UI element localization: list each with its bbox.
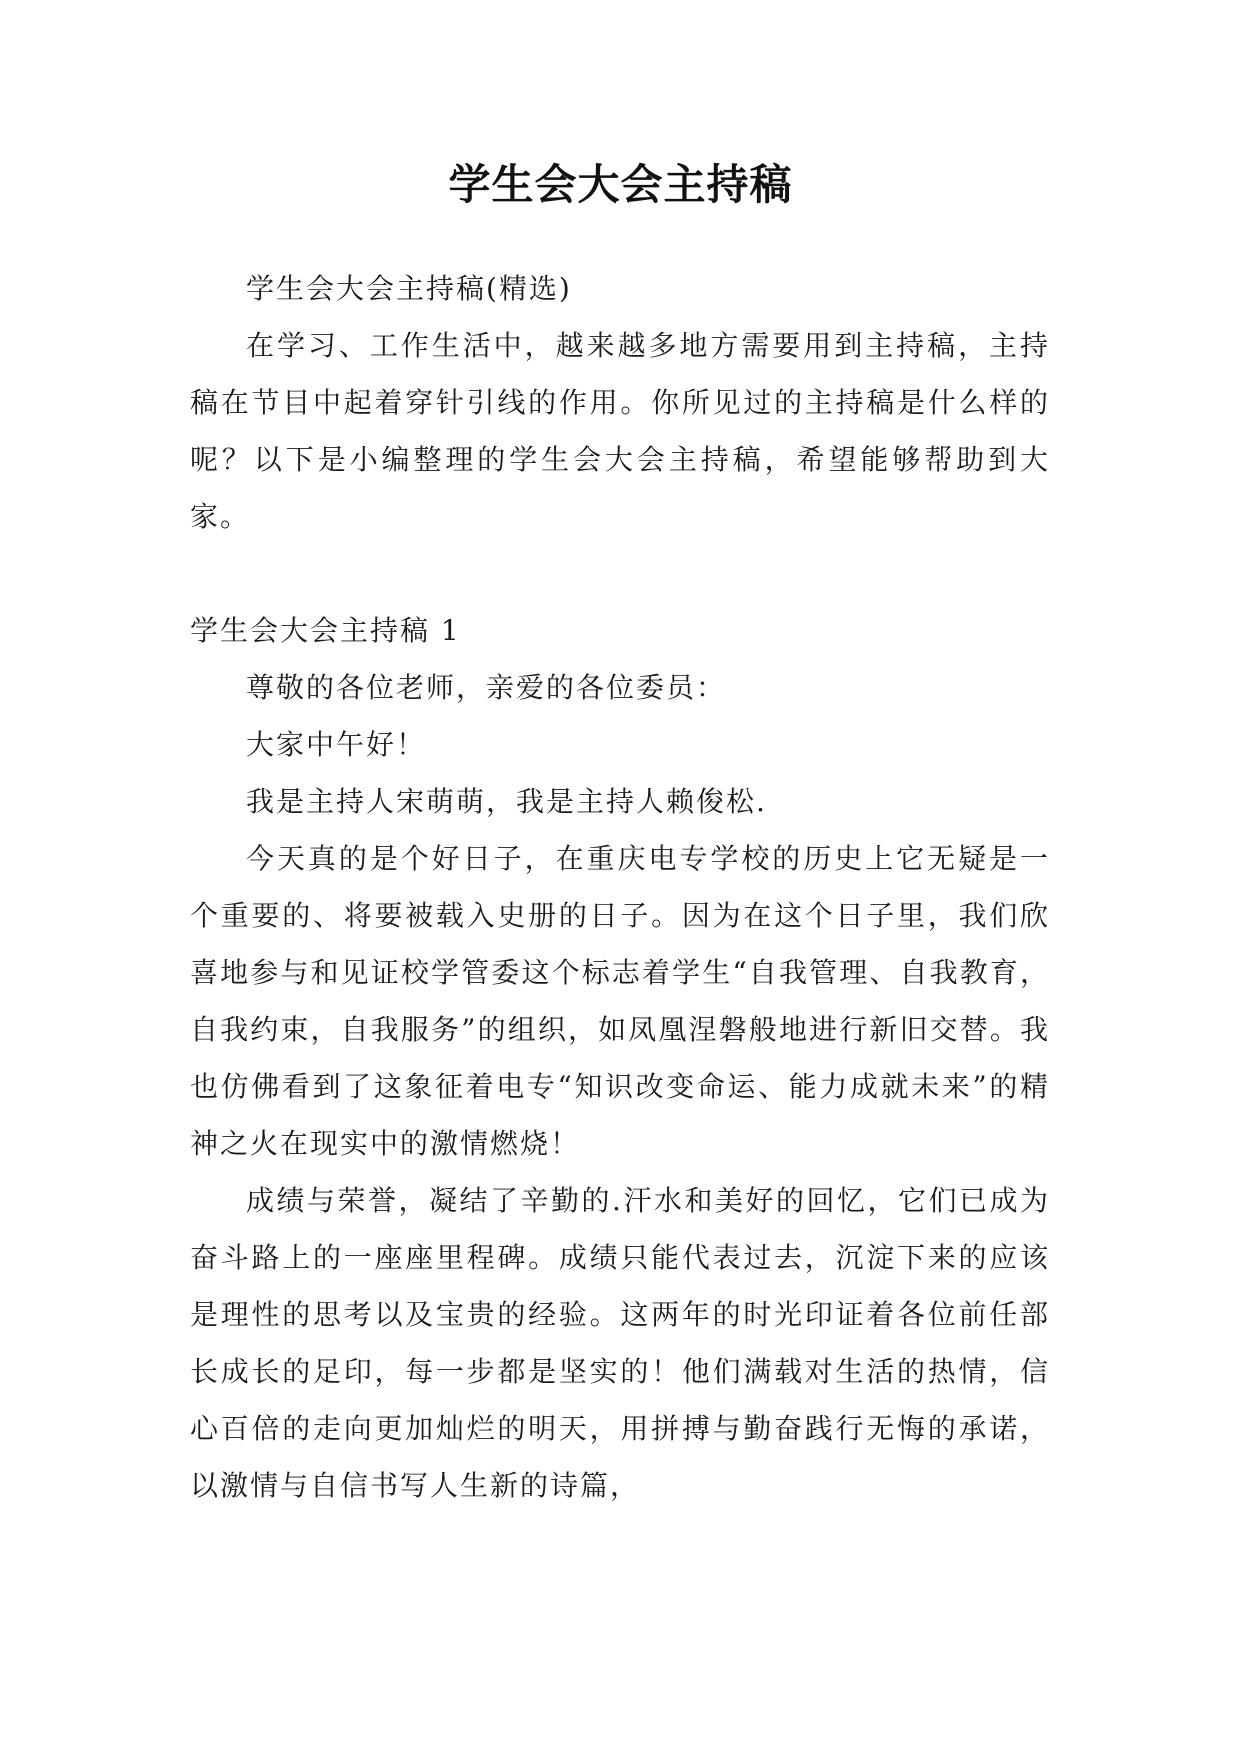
intro-subtitle: 学生会大会主持稿(精选) [246, 272, 572, 305]
section-heading: 学生会大会主持稿 1 [190, 614, 461, 647]
body-paragraph: 今天真的是个好日子，在重庆电专学校的历史上它无疑是一个重要的、将要被载入史册的日子。因为在这个日子里，我们欣喜地参与和见证校学管委这个标志着学生“自我管理、自我教育，自我约束，自我服务”的组织，如凤凰涅磐般地进行新旧交替。我也仿佛看到了这象征着电专“知识改变命运、能力成就未来”的精神之火在现实中的激情燃烧！ [190, 842, 1050, 1160]
intro-paragraph: 在学习、工作生活中，越来越多地方需要用到主持稿，主持稿在节目中起着穿针引线的作用。你所见过的主持稿是什么样的呢？以下是小编整理的学生会大会主持稿，希望能够帮助到大家。 [190, 329, 1050, 533]
spacer [190, 545, 1050, 602]
greeting-line: 尊敬的各位老师，亲爱的各位委员： [246, 671, 727, 704]
document-title: 学生会大会主持稿 [448, 160, 793, 209]
greeting-noon: 大家中午好！ [246, 728, 427, 761]
document-body [190, 260, 1050, 1514]
host-introduction: 我是主持人宋萌萌，我是主持人赖俊松. [246, 785, 767, 818]
body-paragraph: 成绩与荣誉，凝结了辛勤的.汗水和美好的回忆，它们已成为奋斗路上的一座座里程碑。成绩只能代表过去，沉淀下来的应该是理性的思考以及宝贵的经验。这两年的时光印证着各位前任部长成长的足印，每一步都是坚实的！他们满载对生活的热情，信心百倍的走向更加灿烂的明天，用拼搏与勤奋践行无悔的承诺，以激情与自信书写人生新的诗篇， [190, 1184, 1050, 1502]
